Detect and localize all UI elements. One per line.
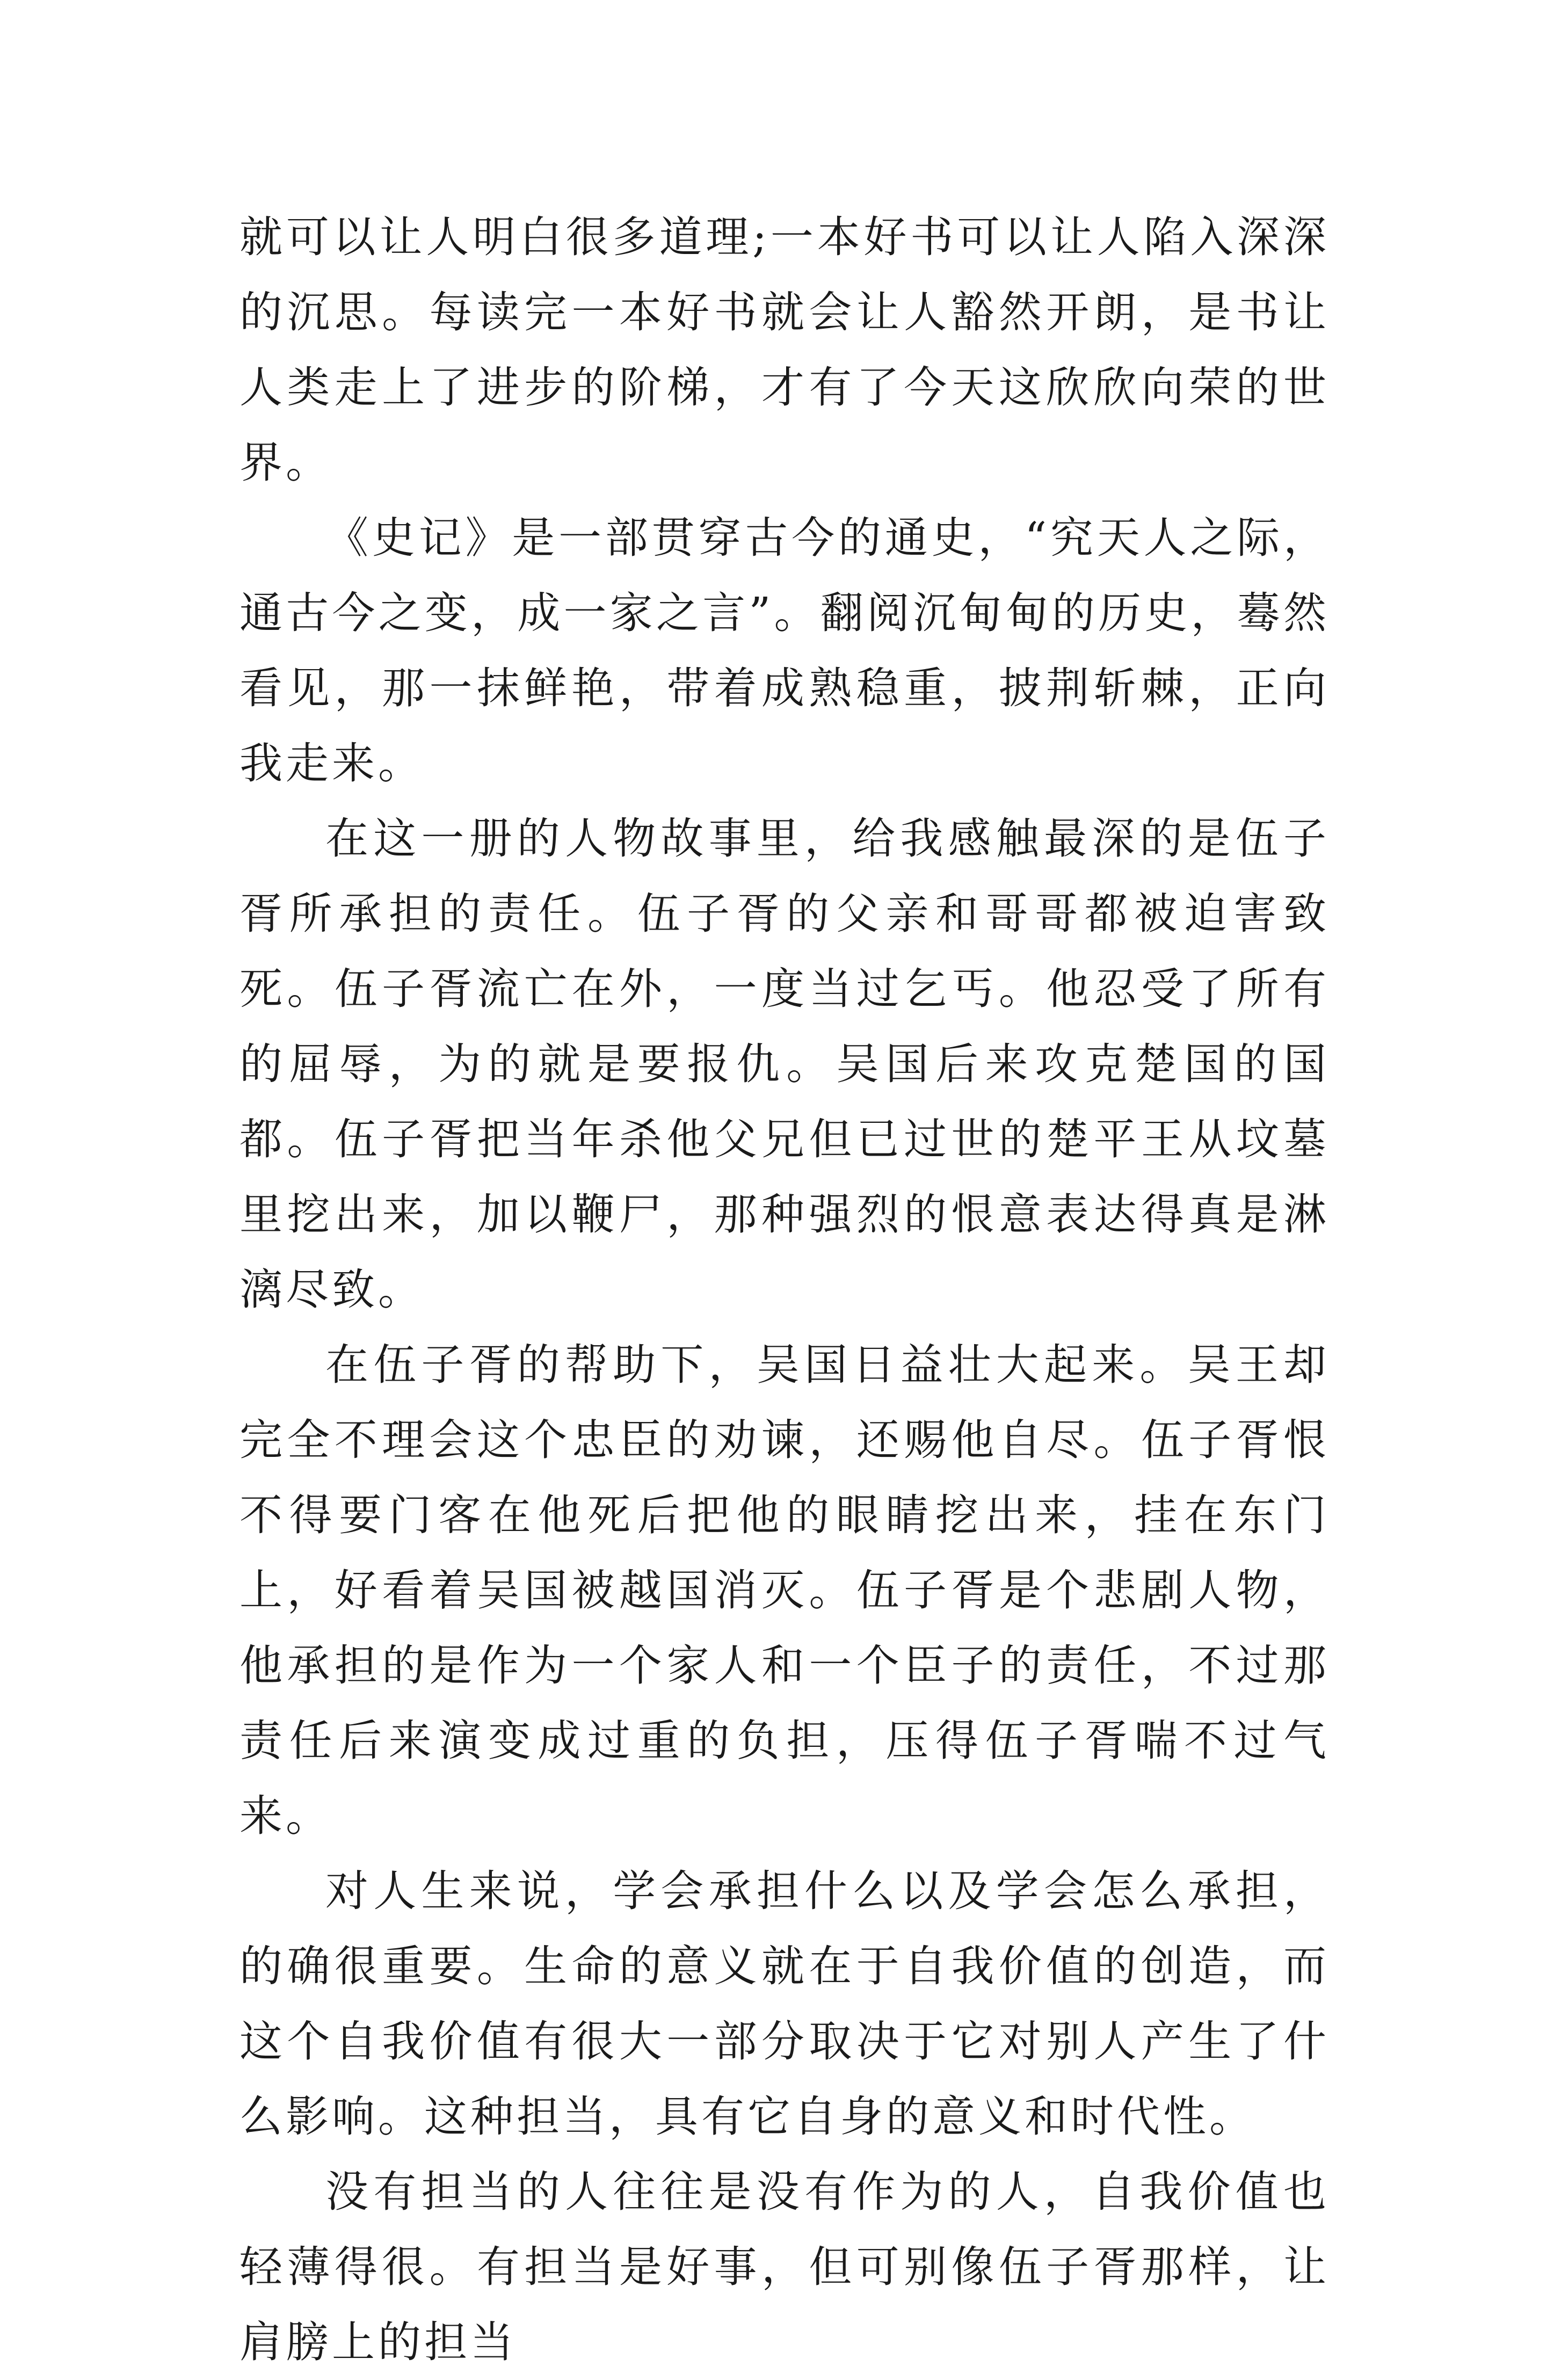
paragraph-5: 对人生来说，学会承担什么以及学会怎么承担，的确很重要。生命的意义就在于自我价值的创造，而这个自我价值有很大一部分取决于它对别人产生了什么影响。这种担当，具有它自身的意义和时代性。: [239, 1866, 1330, 2142]
paragraph-4: 在伍子胥的帮助下，吴国日益壮大起来。吴王却完全不理会这个忠臣的劝谏，还赐他自尽。伍子胥恨不得要门客在他死后把他的眼睛挖出来，挂在东门上，好看着吴国被越国消灭。伍子胥是个悲剧人物，他承担的是作为一个家人和一个臣子的责任，不过那责任后来演变成过重的负担，压得伍子胥喘不过气来。: [239, 1340, 1330, 1841]
document-body: [239, 200, 1330, 2380]
paragraph-1: 就可以让人明白很多道理;一本好书可以让人陷入深深的沉思。每读完一本好书就会让人豁然开朗，是书让人类走上了进步的阶梯，才有了今天这欣欣向荣的世界。: [239, 212, 1330, 488]
paragraph-3: 在这一册的人物故事里，给我感触最深的是伍子胥所承担的责任。伍子胥的父亲和哥哥都被迫害致死。伍子胥流亡在外，一度当过乞丐。他忍受了所有的屈辱，为的就是要报仇。吴国后来攻克楚国的国都。伍子胥把当年杀他父兄但已过世的楚平王从坟墓里挖出来，加以鞭尸，那种强烈的恨意表达得真是淋漓尽致。: [239, 814, 1330, 1315]
paragraph-6: 没有担当的人往往是没有作为的人，自我价值也轻薄得很。有担当是好事，但可别像伍子胥那样，让肩膀上的担当: [239, 2167, 1330, 2367]
paragraph-2: 《史记》是一部贯穿古今的通史，“究天人之际，通古今之变，成一家之言”。翻阅沉甸甸的历史，蓦然看见，那一抹鲜艳，带着成熟稳重，披荆斩棘，正向我走来。: [239, 513, 1330, 788]
